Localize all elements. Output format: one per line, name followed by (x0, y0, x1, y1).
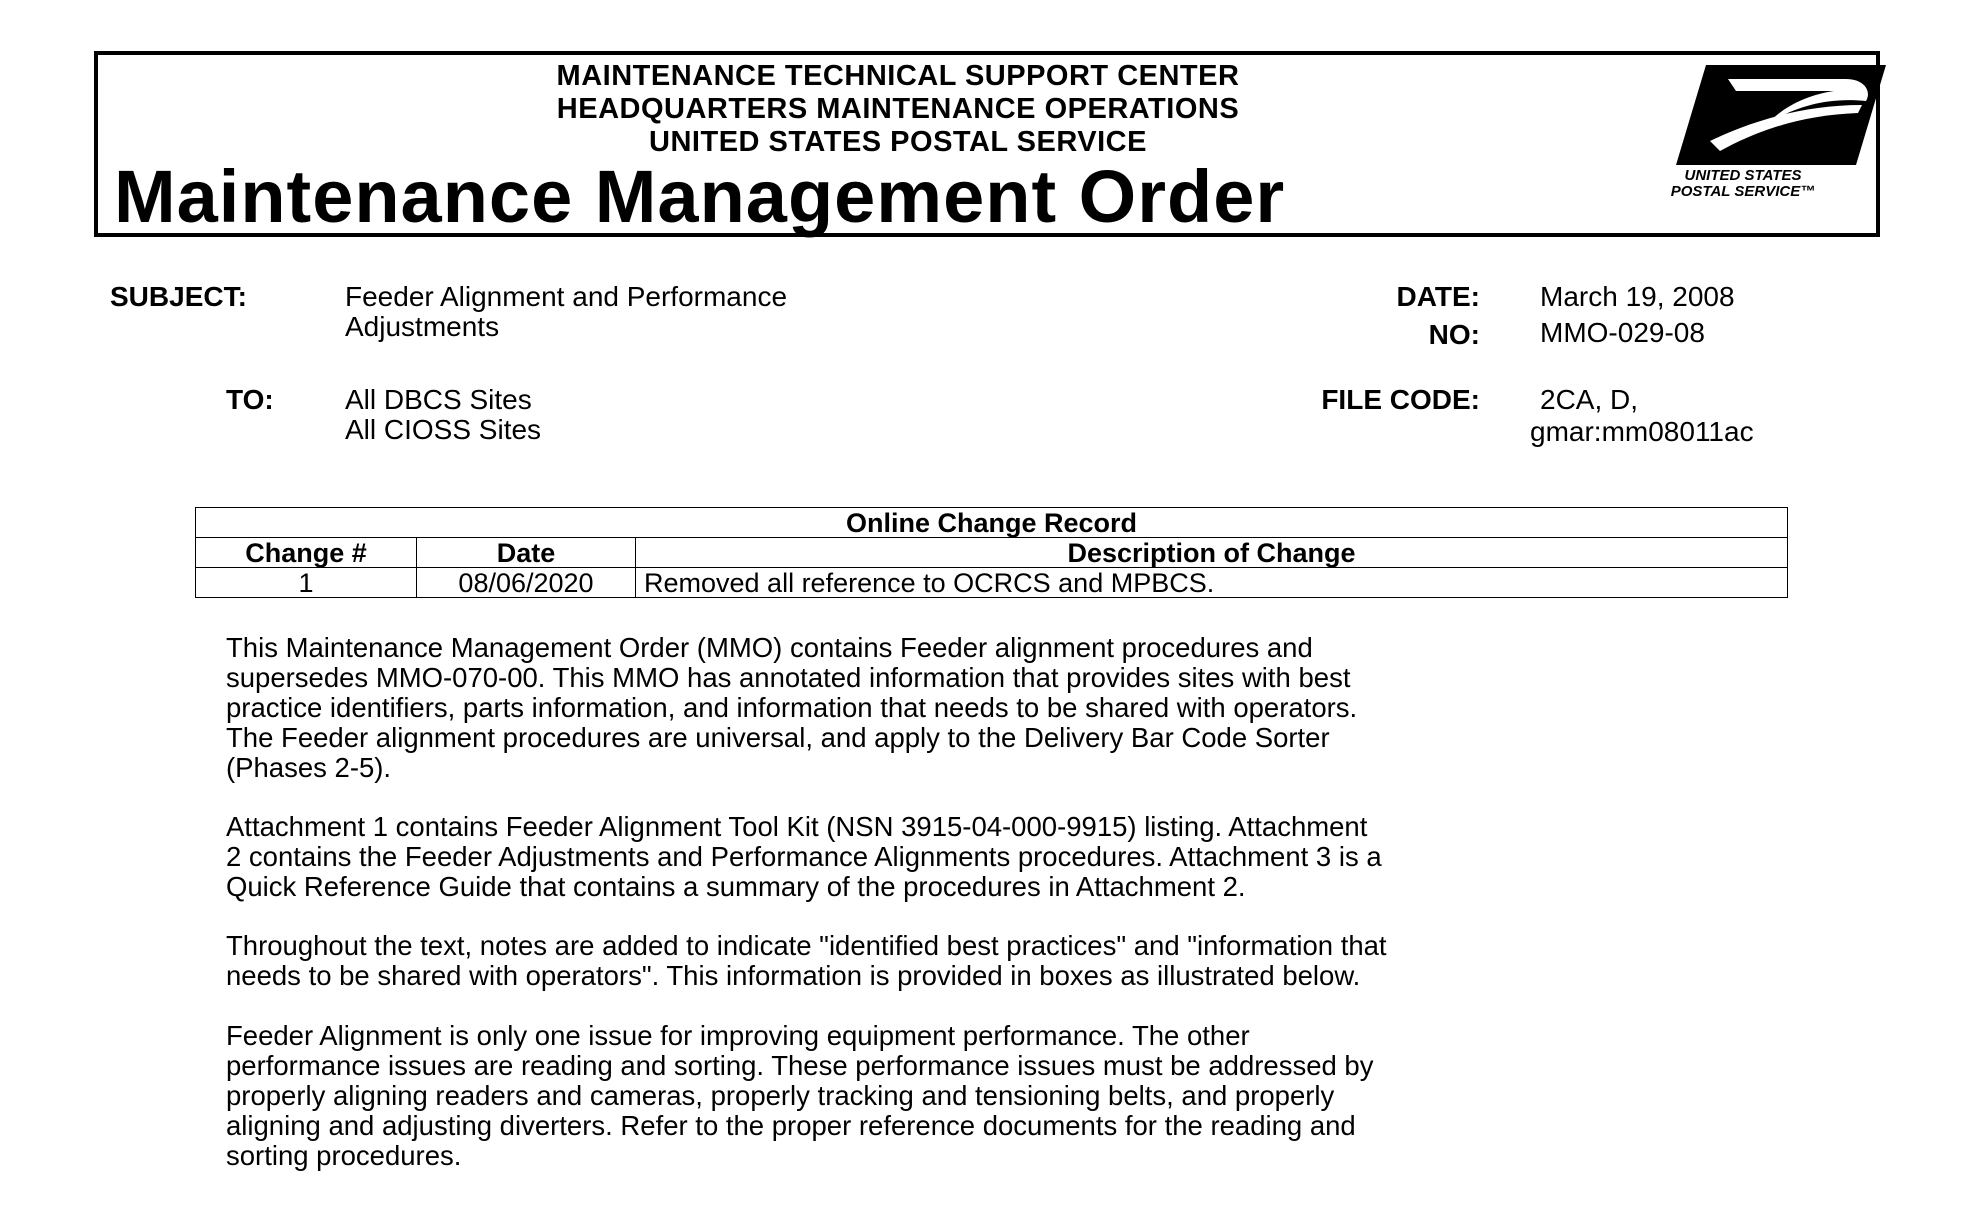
change-number-cell: 1 (196, 568, 417, 598)
change-record-title: Online Change Record (196, 508, 1788, 538)
usps-logo (1638, 59, 1878, 209)
body-paragraph-2: Attachment 1 contains Feeder Alignment Tool Kit (NSN 3915-04-000-9915) listing. Attachment 2 contains the Feeder Adjustments and Performance Alignments procedures. Attachment 3 is a Quick Reference Guide that contains a summary of the procedures in Attachment 2. (226, 811, 1382, 902)
number-label: NO: (1428, 319, 1480, 350)
logo-text-line-2: POSTAL SERVICE™ (1670, 183, 1816, 200)
date-value: March 19, 2008 (1540, 281, 1735, 312)
file-code-line-1: 2CA, D, (1540, 384, 1639, 415)
column-header-description: Description of Change (636, 538, 1788, 568)
usps-eagle-icon (1676, 65, 1886, 165)
subject-line-2: Adjustments (345, 311, 500, 342)
body-paragraph-4: Feeder Alignment is only one issue for improving equipment performance. The other performance issues are reading and sorting. These performance issues must be addressed by properly aligning readers and cameras, properly tracking and tensioning belts, and properly aligning and adjusting diverters. Refer to the proper reference documents for the reading and sorting procedures. (226, 1020, 1374, 1171)
change-record-table (195, 507, 1788, 598)
to-line-1: All DBCS Sites (345, 384, 532, 415)
column-header-date: Date (417, 538, 636, 568)
body-paragraph-1: This Maintenance Management Order (MMO) contains Feeder alignment procedures and supersedes MMO-070-00. This MMO has annotated information that provides sites with best practice identifiers, parts information, and information that needs to be shared with operators. The Feeder alignment procedures are universal, and apply to the Delivery Bar Code Sorter (Phases 2-5). (226, 632, 1358, 783)
header-line-3: UNITED STATES POSTAL SERVICE (649, 126, 1147, 158)
column-header-change-number: Change # (196, 538, 417, 568)
logo-text-line-1: UNITED STATES (1684, 167, 1802, 184)
table-row (196, 568, 1788, 598)
header-line-1: MAINTENANCE TECHNICAL SUPPORT CENTER (556, 60, 1240, 92)
file-code-line-2: gmar:mm08011ac (1530, 416, 1754, 447)
file-code-label: FILE CODE: (1321, 384, 1480, 415)
date-label: DATE: (1396, 281, 1480, 312)
subject-label: SUBJECT: (110, 281, 247, 312)
document-header (94, 51, 1880, 237)
header-line-2: HEADQUARTERS MAINTENANCE OPERATIONS (556, 93, 1240, 125)
number-value: MMO-029-08 (1540, 317, 1705, 348)
change-date-cell: 08/06/2020 (417, 568, 636, 598)
body-paragraph-3: Throughout the text, notes are added to indicate "identified best practices" and "information that needs to be shared with operators". This information is provided in boxes as illustrated below. (226, 930, 1387, 991)
to-line-2: All CIOSS Sites (345, 414, 542, 445)
document-title: Maintenance Management Order (114, 155, 1286, 238)
change-description-cell: Removed all reference to OCRCS and MPBCS. (636, 568, 1788, 598)
subject-line-1: Feeder Alignment and Performance (345, 281, 788, 312)
to-label: TO: (226, 384, 274, 415)
